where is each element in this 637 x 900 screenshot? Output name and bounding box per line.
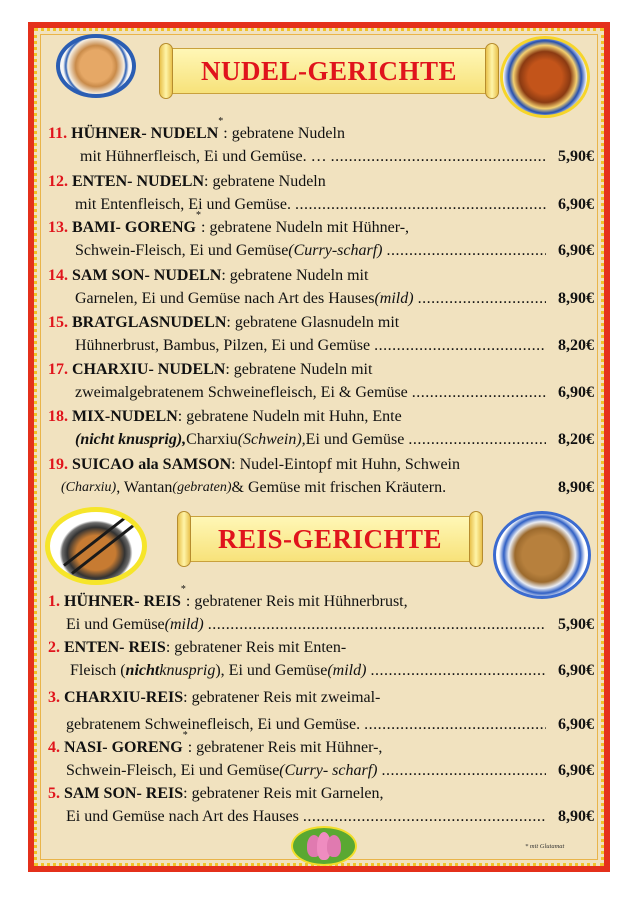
item-name: HÜHNER- NUDELN — [71, 125, 219, 142]
item-description: : gebratene Nudeln mit — [221, 267, 369, 284]
reis-section-title: REIS-GERICHTE — [217, 523, 443, 554]
item-price: 6,90€ — [558, 242, 594, 259]
leader-dots — [418, 287, 546, 310]
menu-item — [48, 730, 594, 782]
item-description: : gebratener Reis mit Enten- — [165, 639, 347, 656]
item-description: Ei und Gemüse — [66, 616, 165, 633]
item-name: SUICAO ala SAMSON — [72, 456, 232, 473]
item-number: 19. — [48, 456, 68, 473]
item-name: HÜHNER- REIS — [64, 593, 181, 610]
item-description: : gebratener Reis mit Hühnerbrust, — [185, 593, 408, 610]
item-description: Hühnerbrust, Bambus, Pilzen, Ei und Gemüse — [75, 337, 371, 354]
leader-dots — [387, 239, 546, 262]
item-number: 18. — [48, 408, 68, 425]
item-note: (gebraten) — [172, 480, 232, 495]
reis-section-banner — [186, 516, 474, 562]
item-number: 4. — [48, 739, 60, 756]
item-description: : gebratene Glasnudeln mit — [226, 314, 400, 331]
menu-item — [48, 453, 594, 499]
item-note: (Charxiu) — [61, 480, 117, 495]
item-number: 12. — [48, 173, 68, 190]
item-number: 15. — [48, 314, 68, 331]
item-name: SAM SON- NUDELN — [72, 267, 222, 284]
item-spice-note: (mild) — [327, 662, 367, 679]
item-note: knusprig — [159, 662, 216, 679]
leader-dots — [412, 381, 546, 404]
item-name: BRATGLASNUDELN — [72, 314, 227, 331]
item-note: (nicht knusprig), — [75, 431, 187, 448]
item-number: 17. — [48, 361, 68, 378]
item-description: : gebratene Nudeln — [204, 173, 326, 190]
leader-dots — [208, 613, 546, 636]
item-number: 3. — [48, 689, 60, 706]
item-price: 8,90€ — [558, 479, 594, 496]
item-description: mit Entenfleisch, Ei und Gemüse. — [75, 196, 291, 213]
item-description: Schwein-Fleisch, Ei und Gemüse — [66, 762, 280, 779]
item-description: : gebratene Nudeln — [223, 125, 345, 142]
item-name: BAMI- GORENG — [72, 219, 196, 236]
item-note: (Schwein), — [237, 431, 306, 448]
menu-item — [48, 264, 594, 310]
item-spice-note: (mild) — [164, 616, 204, 633]
item-price: 8,90€ — [558, 808, 594, 825]
item-name: NASI- GORENG — [64, 739, 183, 756]
item-price: 8,90€ — [558, 290, 594, 307]
item-description: : gebratener Reis mit Garnelen, — [183, 785, 384, 802]
nudel-section-banner — [168, 48, 490, 94]
item-name: ENTEN- NUDELN — [72, 173, 205, 190]
item-description: ), Ei und Gemüse — [215, 662, 328, 679]
item-number: 2. — [48, 639, 60, 656]
item-description: gebratenem Schweinefleisch, Ei und Gemüse. — [66, 716, 361, 733]
item-spice-note: (Curry- scharf) — [279, 762, 378, 779]
noodle-plate-icon — [500, 36, 590, 118]
menu-item — [48, 636, 594, 682]
item-note: nicht — [125, 662, 160, 679]
item-description: Ei und Gemüse — [305, 431, 405, 448]
leader-dots — [382, 759, 546, 782]
item-price: 6,90€ — [558, 196, 594, 213]
menu-item — [48, 116, 594, 168]
item-description: Fleisch ( — [70, 662, 126, 679]
item-description: Ei und Gemüse nach Art des Hauses — [66, 808, 299, 825]
item-price: 6,90€ — [558, 716, 594, 733]
item-number: 13. — [48, 219, 68, 236]
item-price: 8,20€ — [558, 431, 594, 448]
item-description: : gebratene Nudeln mit Hühner-, — [201, 219, 410, 236]
leader-dots — [408, 428, 546, 451]
leader-dots — [295, 193, 546, 216]
leader-dots — [303, 805, 546, 828]
item-price: 6,90€ — [558, 662, 594, 679]
item-name: CHARXIU- NUDELN — [72, 361, 226, 378]
item-number: 14. — [48, 267, 68, 284]
menu-item — [48, 782, 594, 828]
nudel-section-title: NUDEL-GERICHTE — [200, 55, 458, 86]
glutamat-star: * — [218, 116, 224, 127]
item-number: 5. — [48, 785, 60, 802]
leader-dots — [364, 713, 546, 736]
menu-item — [48, 170, 594, 216]
item-price: 5,90€ — [558, 616, 594, 633]
item-description: & Gemüse mit frischen Kräutern. — [231, 479, 447, 496]
item-description: : gebratene Nudeln mit — [225, 361, 373, 378]
item-description: : gebratene Nudeln mit Huhn, Ente — [177, 408, 402, 425]
item-name: CHARXIU-REIS — [64, 689, 184, 706]
menu-item — [48, 686, 594, 736]
item-description: mit Hühnerfleisch, Ei und Gemüse. … — [80, 148, 327, 165]
noodle-plate-icon — [56, 34, 136, 98]
item-description: zweimalgebratenem Schweinefleisch, Ei & Gemüse — [75, 384, 408, 401]
rice-bowl-icon — [45, 507, 147, 585]
item-description: Charxiu — [186, 431, 238, 448]
item-price: 8,20€ — [558, 337, 594, 354]
menu-item — [48, 358, 594, 404]
item-price: 6,90€ — [558, 384, 594, 401]
leader-dots — [331, 145, 546, 168]
item-price: 5,90€ — [558, 148, 594, 165]
leader-dots — [374, 334, 546, 357]
footnote: * mit Glutamat — [525, 843, 565, 850]
item-number: 1. — [48, 593, 60, 610]
item-description: : gebratener Reis mit Hühner-, — [187, 739, 383, 756]
item-description: : Nudel-Eintopf mit Huhn, Schwein — [231, 456, 460, 473]
item-description: : gebratener Reis mit zweimal- — [183, 689, 381, 706]
rice-plate-icon — [493, 511, 591, 599]
item-spice-note: (Curry-scharf) — [288, 242, 383, 259]
item-description: Schwein-Fleisch, Ei und Gemüse — [75, 242, 289, 259]
glutamat-star: * — [196, 210, 201, 221]
item-name: SAM SON- REIS — [64, 785, 184, 802]
glutamat-star: * — [182, 730, 188, 741]
item-name: ENTEN- REIS — [64, 639, 166, 656]
item-name: MIX-NUDELN — [72, 408, 178, 425]
item-spice-note: (mild) — [374, 290, 414, 307]
item-description: Garnelen, Ei und Gemüse nach Art des Hauses — [75, 290, 375, 307]
leader-dots — [370, 659, 546, 682]
lotus-icon — [291, 826, 357, 866]
menu-item — [48, 210, 594, 262]
item-description: , Wantan — [116, 479, 173, 496]
menu-item — [48, 584, 594, 636]
item-price: 6,90€ — [558, 762, 594, 779]
item-number: 11. — [48, 125, 68, 142]
menu-item — [48, 311, 594, 357]
glutamat-star: * — [180, 584, 186, 595]
menu-item — [48, 405, 594, 451]
